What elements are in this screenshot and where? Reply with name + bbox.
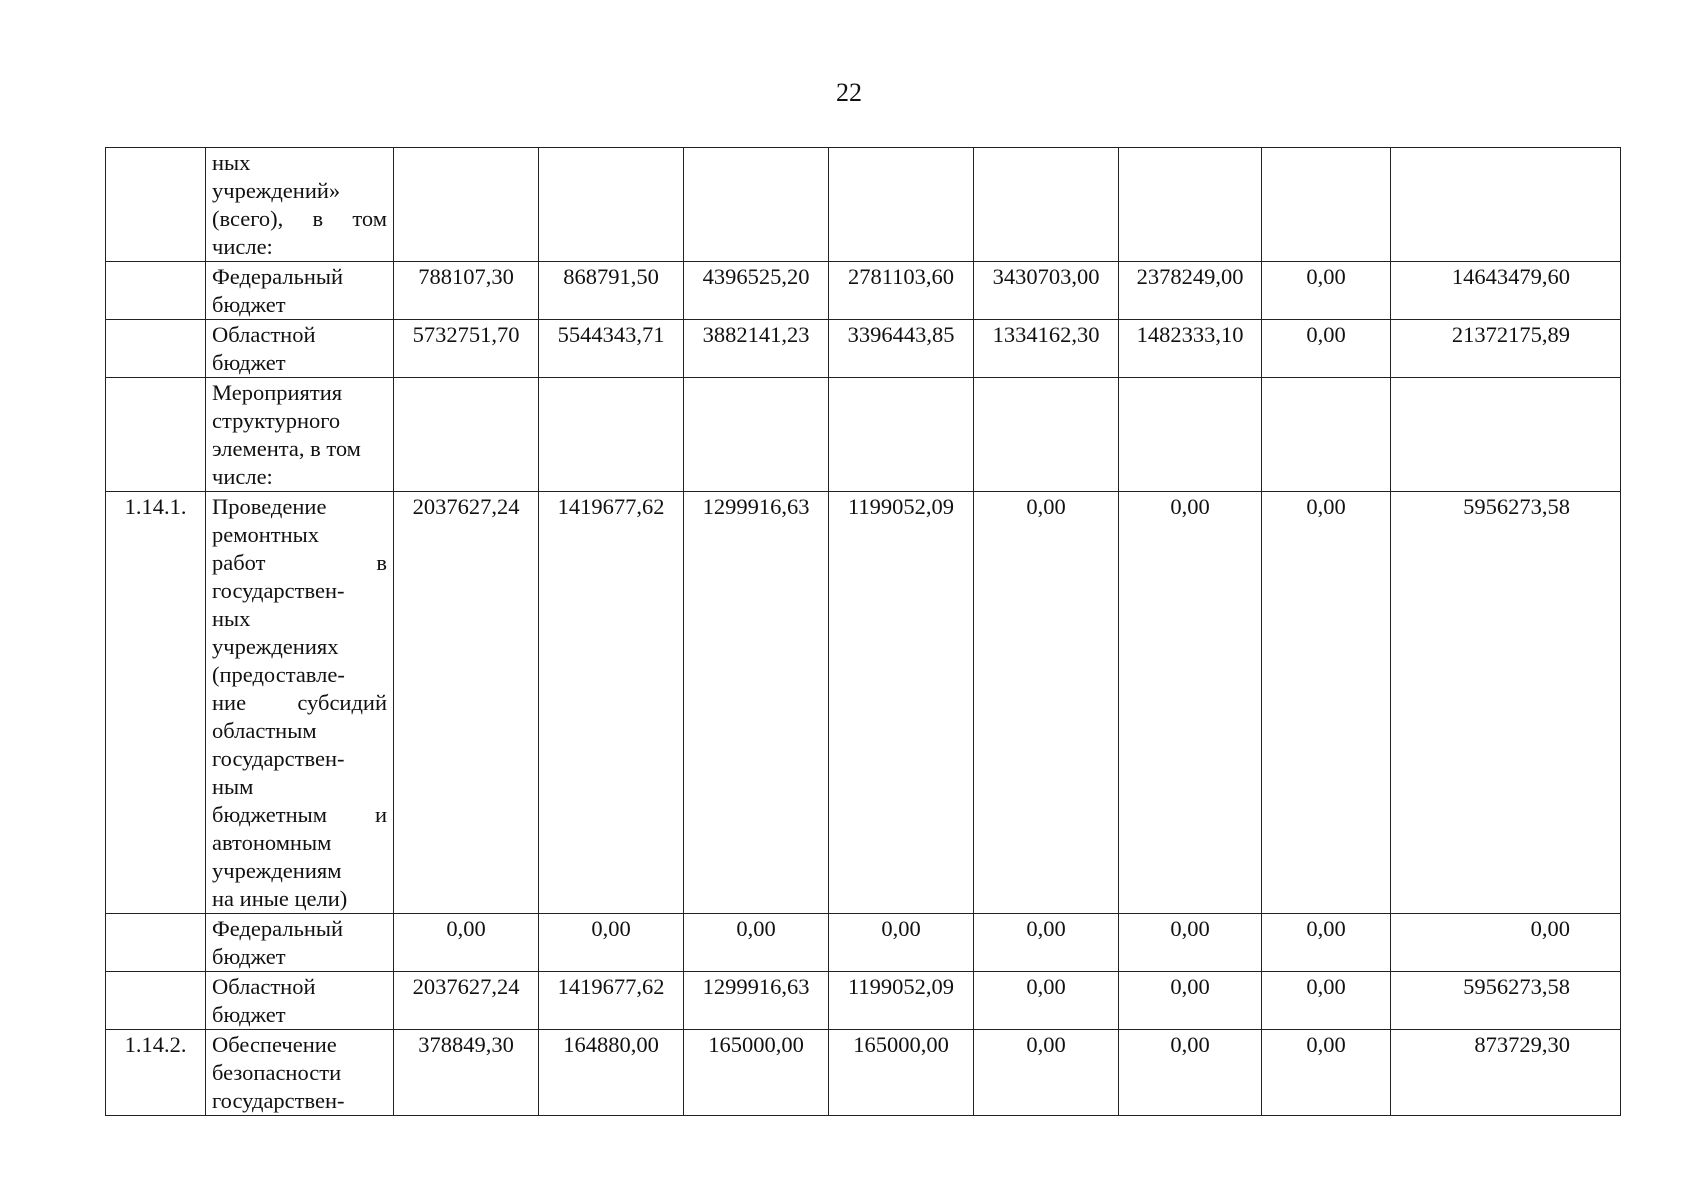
- value-cell: 0,00: [1262, 972, 1391, 1030]
- row-number-cell: [106, 262, 206, 320]
- value-cell: [539, 378, 684, 492]
- value-cell: 0,00: [394, 914, 539, 972]
- value-cell: 0,00: [974, 492, 1119, 914]
- total-value-cell: [1391, 148, 1621, 262]
- table-row: [106, 914, 1621, 972]
- value-cell: 868791,50: [539, 262, 684, 320]
- row-name-line: ние субсидий: [212, 690, 387, 715]
- total-value-cell: 21372175,89: [1391, 320, 1621, 378]
- value-cell: 1419677,62: [539, 492, 684, 914]
- value-cell: 0,00: [1119, 492, 1262, 914]
- value-cell: 164880,00: [539, 1030, 684, 1116]
- row-name-line: работ в: [212, 550, 387, 575]
- row-name-line: государствен-: [212, 578, 345, 603]
- value-cell: 0,00: [829, 914, 974, 972]
- value-cell: 3396443,85: [829, 320, 974, 378]
- value-cell: [394, 148, 539, 262]
- value-cell: 0,00: [1119, 1030, 1262, 1116]
- row-name-cell: [206, 492, 394, 914]
- row-name-line: Федеральный: [212, 264, 344, 289]
- value-cell: 1199052,09: [829, 492, 974, 914]
- value-cell: [1262, 378, 1391, 492]
- row-name-line: бюджет: [212, 1002, 286, 1027]
- value-cell: 0,00: [1262, 914, 1391, 972]
- total-value-cell: 5956273,58: [1391, 972, 1621, 1030]
- row-number-cell: [106, 972, 206, 1030]
- value-cell: 0,00: [539, 914, 684, 972]
- value-cell: 3882141,23: [684, 320, 829, 378]
- row-name-line: элемента, в том: [212, 436, 361, 461]
- row-name-line: безопасности: [212, 1060, 342, 1085]
- value-cell: 0,00: [974, 1030, 1119, 1116]
- row-name-line: бюджет: [212, 944, 286, 969]
- row-name-line: областным: [212, 718, 317, 743]
- total-value-cell: 873729,30: [1391, 1030, 1621, 1116]
- value-cell: 1299916,63: [684, 972, 829, 1030]
- table-row: [106, 262, 1621, 320]
- row-number-cell: 1.14.1.: [106, 492, 206, 914]
- total-value-cell: 5956273,58: [1391, 492, 1621, 914]
- row-number-cell: [106, 914, 206, 972]
- value-cell: [1262, 148, 1391, 262]
- row-name-line: ремонтных: [212, 522, 320, 547]
- value-cell: 5544343,71: [539, 320, 684, 378]
- row-name-line: бюджет: [212, 292, 286, 317]
- value-cell: [684, 378, 829, 492]
- value-cell: 165000,00: [684, 1030, 829, 1116]
- value-cell: 3430703,00: [974, 262, 1119, 320]
- value-cell: 0,00: [684, 914, 829, 972]
- value-cell: [1119, 148, 1262, 262]
- row-name-line: ным: [212, 774, 254, 799]
- table-row: [106, 378, 1621, 492]
- value-cell: 0,00: [974, 914, 1119, 972]
- value-cell: 0,00: [1262, 320, 1391, 378]
- row-name-line: (предоставле-: [212, 662, 345, 687]
- row-name-line: Проведение: [212, 494, 327, 519]
- value-cell: 1334162,30: [974, 320, 1119, 378]
- value-cell: 1299916,63: [684, 492, 829, 914]
- row-name-line: Федеральный: [212, 916, 344, 941]
- value-cell: [394, 378, 539, 492]
- row-name-line: ных: [212, 150, 251, 175]
- row-name-line: учреждениям: [212, 858, 342, 883]
- row-name-line: государствен-: [212, 746, 345, 771]
- row-name-cell: [206, 320, 394, 378]
- row-number-cell: [106, 148, 206, 262]
- value-cell: 2378249,00: [1119, 262, 1262, 320]
- value-cell: [974, 148, 1119, 262]
- row-name-line: автономным: [212, 830, 332, 855]
- row-name-cell: [206, 148, 394, 262]
- row-name-line: учреждениях: [212, 634, 339, 659]
- value-cell: [1119, 378, 1262, 492]
- table-row: [106, 972, 1621, 1030]
- row-name-line: структурного: [212, 408, 341, 433]
- row-name-cell: [206, 262, 394, 320]
- row-name-line: на иные цели): [212, 886, 348, 911]
- value-cell: 0,00: [1262, 262, 1391, 320]
- value-cell: 1199052,09: [829, 972, 974, 1030]
- table-row: [106, 1030, 1621, 1116]
- value-cell: 788107,30: [394, 262, 539, 320]
- budget-table: [105, 147, 1621, 1116]
- row-name-line: числе:: [212, 464, 273, 489]
- total-value-cell: 0,00: [1391, 914, 1621, 972]
- row-name-cell: [206, 972, 394, 1030]
- value-cell: [829, 378, 974, 492]
- row-name-line: числе:: [212, 234, 273, 259]
- row-name-line: Обеспечение: [212, 1032, 337, 1057]
- value-cell: 0,00: [974, 972, 1119, 1030]
- value-cell: 165000,00: [829, 1030, 974, 1116]
- value-cell: 2037627,24: [394, 492, 539, 914]
- row-name-line: бюджетным и: [212, 802, 387, 827]
- total-value-cell: [1391, 378, 1621, 492]
- row-name-cell: [206, 378, 394, 492]
- value-cell: 1419677,62: [539, 972, 684, 1030]
- table-row: [106, 492, 1621, 914]
- value-cell: [539, 148, 684, 262]
- table-row: [106, 320, 1621, 378]
- value-cell: 0,00: [1119, 972, 1262, 1030]
- row-name-line: ных: [212, 606, 251, 631]
- value-cell: 0,00: [1262, 492, 1391, 914]
- row-name-line: Областной: [212, 974, 316, 999]
- table-row: [106, 148, 1621, 262]
- value-cell: 378849,30: [394, 1030, 539, 1116]
- row-name-line: учреждений»: [212, 178, 341, 203]
- value-cell: [829, 148, 974, 262]
- row-name-line: бюджет: [212, 350, 286, 375]
- row-number-cell: [106, 320, 206, 378]
- value-cell: 4396525,20: [684, 262, 829, 320]
- row-name-line: государствен-: [212, 1088, 345, 1113]
- value-cell: 0,00: [1119, 914, 1262, 972]
- row-name-cell: [206, 1030, 394, 1116]
- page-number: 22: [836, 78, 862, 107]
- value-cell: 2781103,60: [829, 262, 974, 320]
- table-body: [106, 148, 1621, 1116]
- row-name-line: Мероприятия: [212, 380, 343, 405]
- row-name-line: Областной: [212, 322, 316, 347]
- row-name-line: (всего), в том: [212, 206, 387, 231]
- value-cell: 2037627,24: [394, 972, 539, 1030]
- row-number-cell: [106, 378, 206, 492]
- value-cell: 0,00: [1262, 1030, 1391, 1116]
- total-value-cell: 14643479,60: [1391, 262, 1621, 320]
- value-cell: 5732751,70: [394, 320, 539, 378]
- row-name-cell: [206, 914, 394, 972]
- value-cell: 1482333,10: [1119, 320, 1262, 378]
- value-cell: [684, 148, 829, 262]
- row-number-cell: 1.14.2.: [106, 1030, 206, 1116]
- value-cell: [974, 378, 1119, 492]
